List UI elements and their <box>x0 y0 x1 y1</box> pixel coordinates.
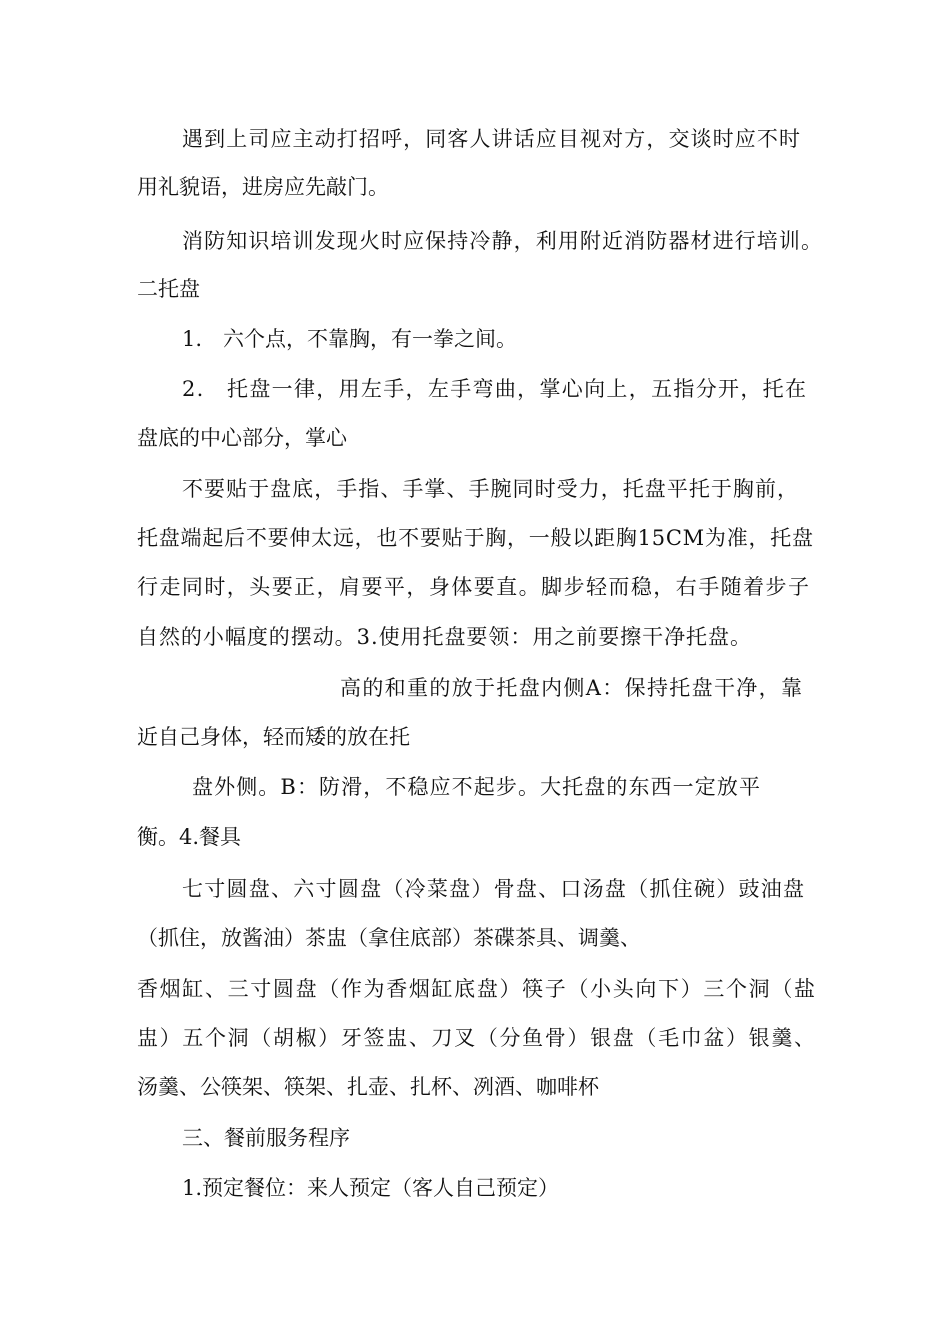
text-line-22: 1.预定餐位：来人预定（客人自己预定） <box>182 1176 560 1200</box>
text-line-12: 高的和重的放于托盘内侧A：保持托盘干净，靠 <box>340 676 804 700</box>
text-line-3: 消防知识培训发现火时应保持冷静，利用附近消防器材进行培训。 <box>182 229 824 253</box>
text-line-2: 用礼貌语，进房应先敲门。 <box>137 175 389 199</box>
text-line-13: 近自己身体，轻而矮的放在托 <box>137 725 410 749</box>
text-line-10: 行走同时，头要正，肩要平，身体要直。脚步轻而稳，右手随着步子 <box>137 575 811 599</box>
text-line-4: 二托盘 <box>137 277 200 301</box>
text-line-9: 托盘端起后不要伸太远，也不要贴于胸，一般以距胸15CM为准，托盘 <box>137 526 814 550</box>
text-line-19: 盅）五个洞（胡椒）牙签盅、刀叉（分鱼骨）银盘（毛巾盆）银羹、 <box>137 1026 817 1050</box>
text-line-14: 盘外侧。B：防滑，不稳应不起步。大托盘的东西一定放平 <box>192 775 762 799</box>
text-line-17: （抓住，放酱油）茶盅（拿住底部）茶碟茶具、调羹、 <box>137 926 641 950</box>
text-line-21: 三、餐前服务程序 <box>182 1126 350 1150</box>
text-line-11: 自然的小幅度的摆动。3.使用托盘要领：用之前要擦干净托盘。 <box>137 625 752 649</box>
text-line-16: 七寸圆盘、六寸圆盘（冷菜盘）骨盘、口汤盘（抓住碗）豉油盘 <box>182 877 806 901</box>
text-line-7: 盘底的中心部分，掌心 <box>137 426 347 450</box>
text-line-15: 衡。4.餐具 <box>137 825 242 849</box>
text-line-8: 不要贴于盘底，手指、手掌、手腕同时受力，托盘平托于胸前， <box>182 477 800 501</box>
text-line-1: 遇到上司应主动打招呼，同客人讲话应目视对方，交谈时应不时 <box>182 127 802 151</box>
text-line-6: 2. 托盘一律，用左手，左手弯曲，掌心向上，五指分开，托在 <box>182 377 808 401</box>
text-line-5: 1. 六个点，不靠胸，有一拳之间。 <box>182 327 518 351</box>
text-line-18: 香烟缸、三寸圆盘（作为香烟缸底盘）筷子（小头向下）三个洞（盐 <box>137 977 817 1001</box>
text-line-20: 汤羹、公筷架、筷架、扎壶、扎杯、冽酒、咖啡杯 <box>137 1075 599 1099</box>
